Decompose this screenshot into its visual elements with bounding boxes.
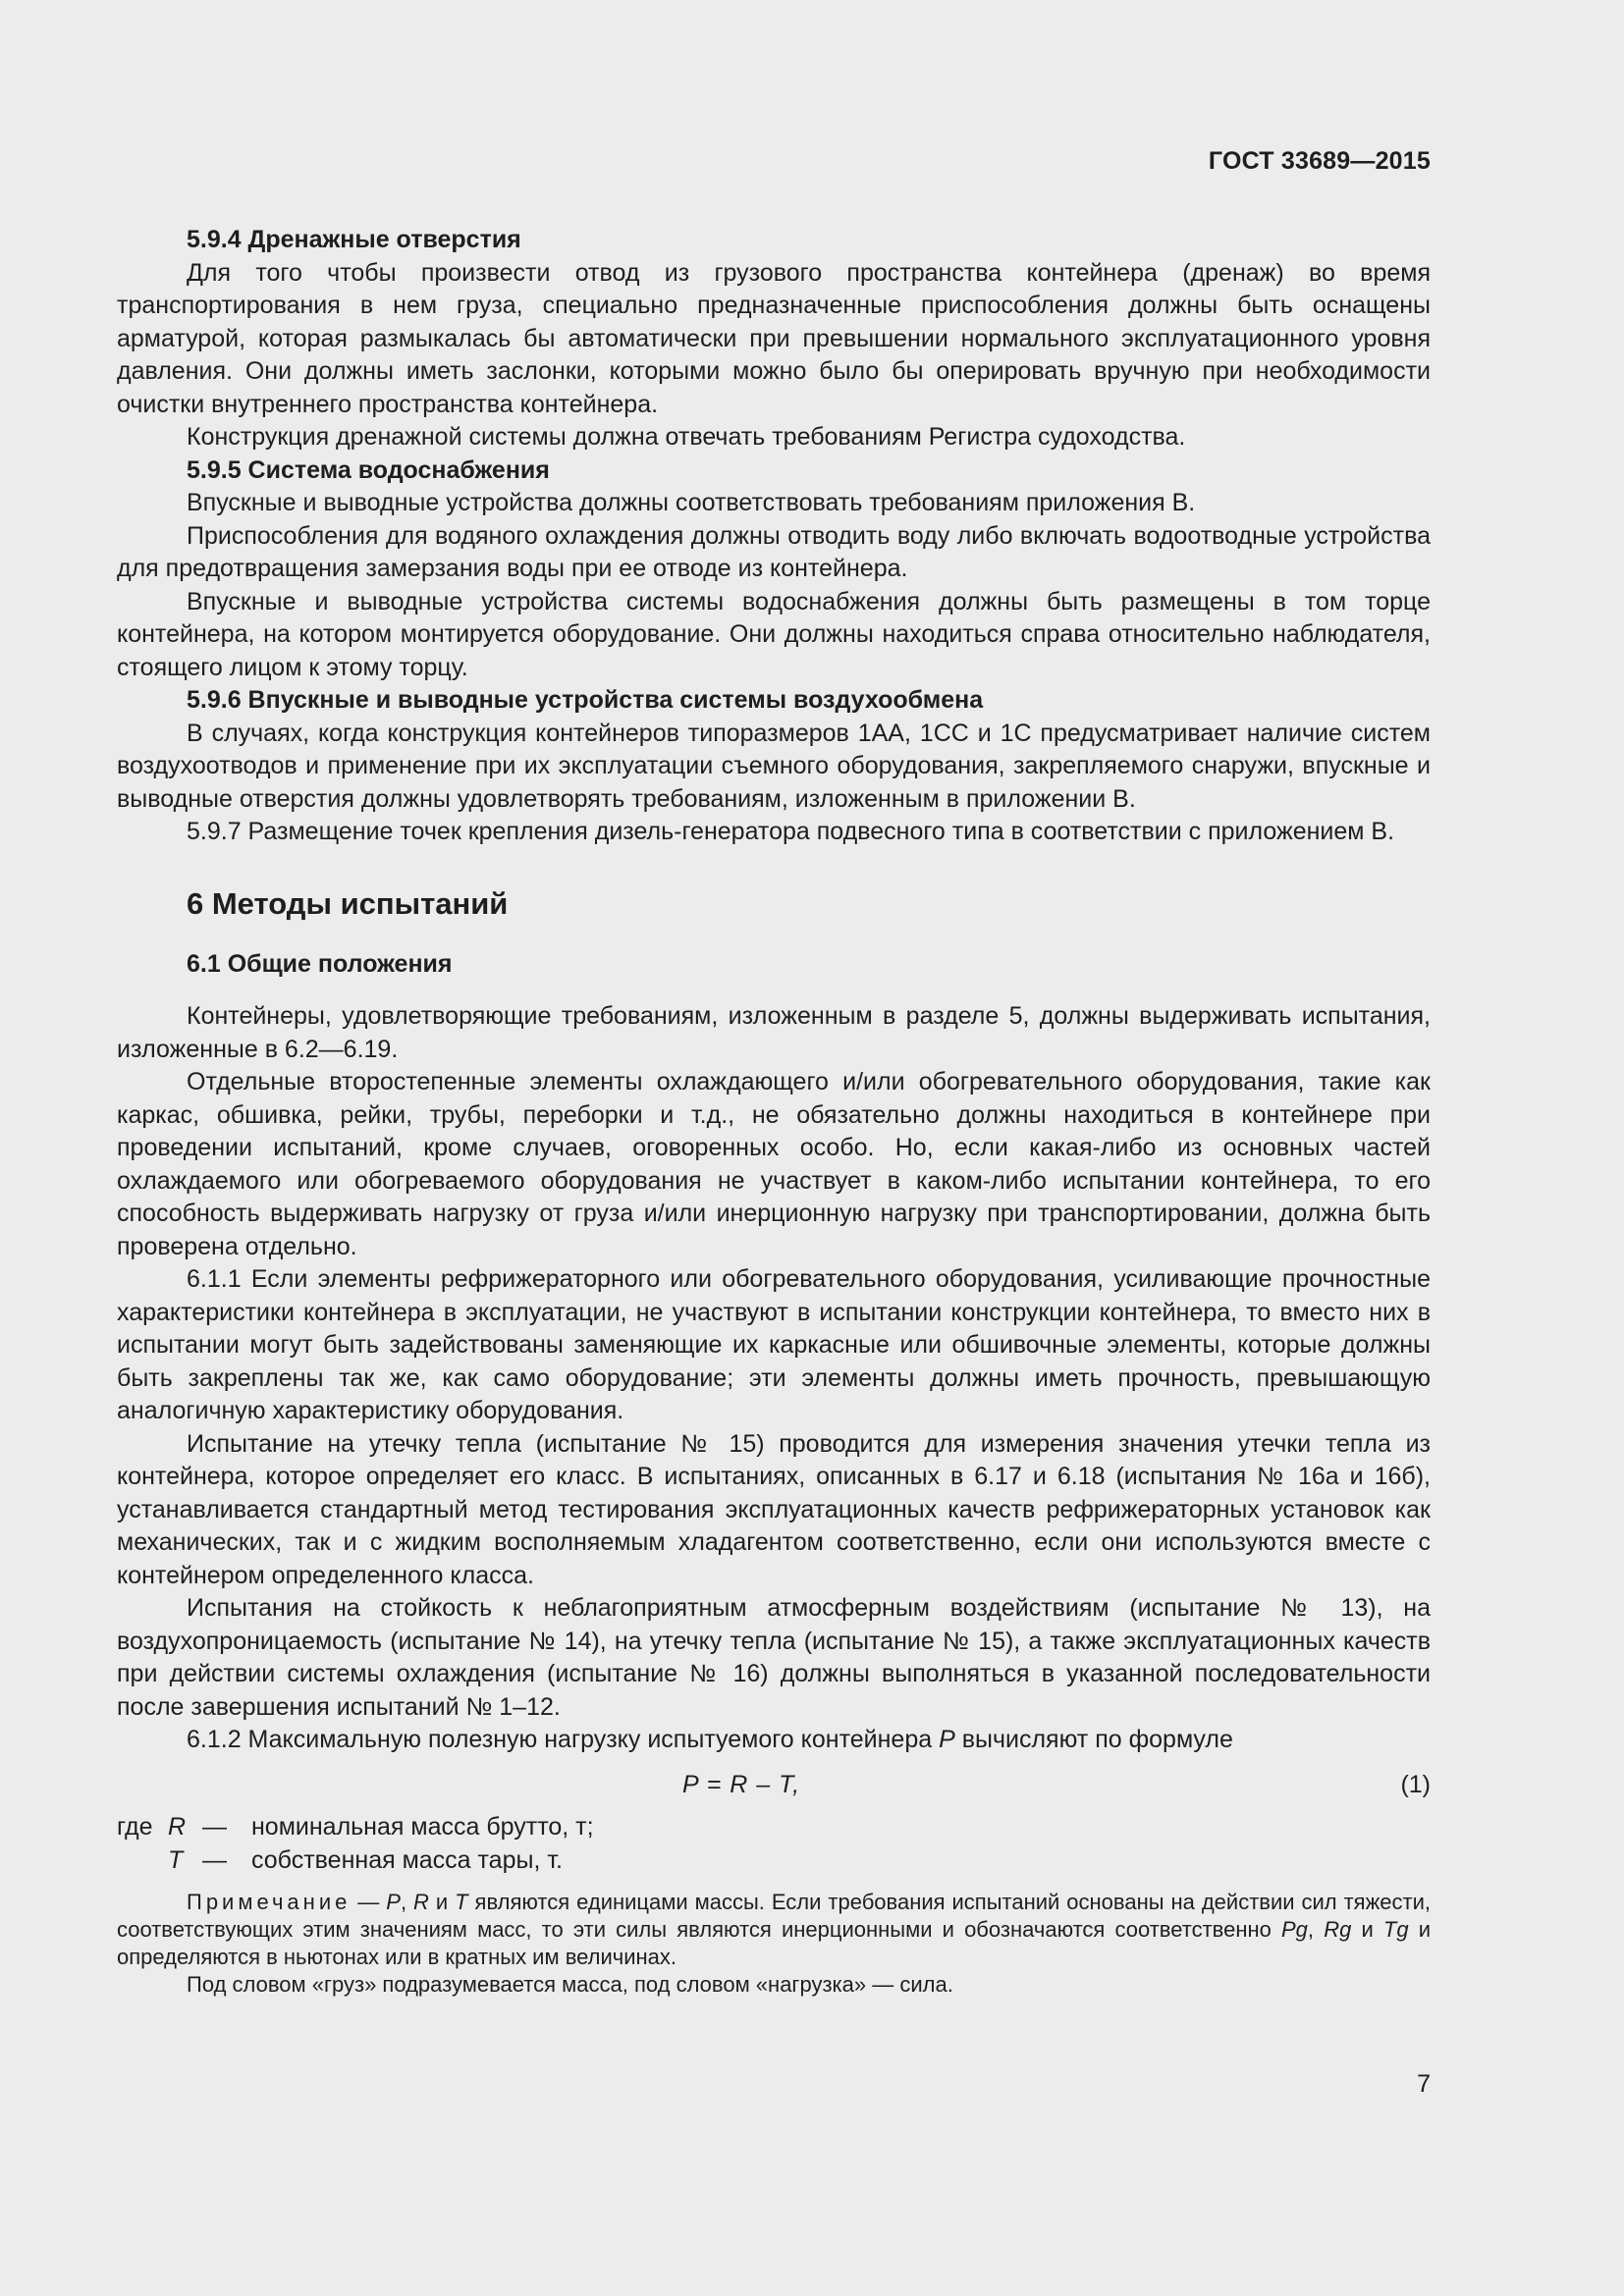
section-5-9-5-paragraph-3: Впускные и выводные устройства системы водоснабжения должны быть размещены в том торце контейнера, на котором монтируется оборудование. Они должны находиться справа относительно наблюдателя, стоящего лицом к этому торцу. <box>117 587 1431 681</box>
section-5-9-7-paragraph: 5.9.7 Размещение точек крепления дизель-генератора подвесного типа в соответствии с приложением В. <box>187 818 1395 845</box>
formula-expression: P = R – T, <box>682 1770 801 1798</box>
section-5-9-5-title: 5.9.5 Система водоснабжения <box>187 455 550 484</box>
legend-symbol: T <box>168 1845 184 1874</box>
note-text: являются единицами массы. Если требования испытаний основаны на действии сил тяжести, соответствующих этим значениям масс, то эти силы являются инерционными и обозначаются соответственно <box>117 1890 1432 1942</box>
section-6-1-2-paragraph <box>117 1724 1431 1757</box>
note-symbol-pg: Pg <box>1281 1917 1308 1942</box>
formula-1 <box>117 1769 1431 1802</box>
section-5-9-5-paragraph-2: Приспособления для водяного охлаждения должны отводить воду либо включать водоотводные устройства для предотвращения замерзания воды при ее отводе из контейнера. <box>117 521 1431 582</box>
section-6-1-paragraph-1: Контейнеры, удовлетворяющие требованиям, изложенным в разделе 5, должны выдерживать испытания, изложенные в 6.2—6.19. <box>117 1002 1431 1063</box>
note-symbol-rg: Rg <box>1324 1917 1352 1942</box>
note-block <box>117 1889 1431 1999</box>
note-sep: , <box>400 1890 414 1914</box>
legend-where-word: где <box>117 1813 153 1841</box>
note-and: и <box>428 1890 456 1914</box>
paragraph-text: 6.1.2 Максимальную полезную нагрузку испытуемого контейнера <box>187 1726 940 1753</box>
note-symbol-r: R <box>413 1890 429 1914</box>
note-text: и определяются в ньютонах или в кратных им величинах. <box>117 1917 1432 1969</box>
page-content <box>117 224 1431 1999</box>
legend-text: номинальная масса брутто, т; <box>251 1813 594 1841</box>
section-5-9-6-title: 5.9.6 Впускные и выводные устройства системы воздухообмена <box>187 686 984 714</box>
section-6-1-paragraph-heat-leak: Испытание на утечку тепла (испытание № 15) проводится для измерения значения утечки тепла из контейнера, которое определяет его класс. В испытаниях, описанных в 6.17 и 6.18 (испытания № 16а и 16б), устанавливается стандартный метод тестирования эксплуатационных качеств рефрижераторных установок как механических, так и с жидким восполняемым хладагентом соответственно, если они используются вместе с контейнером определенного класса. <box>117 1429 1431 1589</box>
note-paragraph-1 <box>117 1889 1431 1971</box>
legend-dash: — <box>202 1845 227 1874</box>
section-6-1-title: 6.1 Общие положения <box>187 949 453 978</box>
section-6-title: 6 Методы испытаний <box>187 885 509 921</box>
formula-legend <box>117 1811 1431 1877</box>
note-symbol-p: P <box>386 1890 401 1914</box>
section-5-9-6-paragraph-1: В случаях, когда конструкция контейнеров типоразмеров 1АА, 1СС и 1С предусматривает наличие систем воздухоотводов и применение при их эксплуатации съемного оборудования, закрепляемого снаружи, впускные и выводные отверстия должны удовлетворять требованиям, изложенным в приложении В. <box>117 719 1431 813</box>
formula-number: (1) <box>1400 1770 1431 1798</box>
section-5-9-5-paragraph-1: Впускные и выводные устройства должны соответствовать требованиям приложения В. <box>187 489 1196 516</box>
note-label: Примечание <box>187 1890 352 1914</box>
section-5-9-4-paragraph-2: Конструкция дренажной системы должна отвечать требованиям Регистра судоходства. <box>187 423 1186 451</box>
standard-header: ГОСТ 33689—2015 <box>1208 147 1431 175</box>
note-dash: — <box>351 1890 387 1914</box>
note-sep: , <box>1307 1917 1325 1942</box>
legend-row <box>117 1844 1431 1878</box>
note-and: и <box>1351 1917 1383 1942</box>
legend-dash: — <box>202 1813 227 1841</box>
legend-row <box>117 1811 1431 1844</box>
note-symbol-tg: Tg <box>1382 1917 1409 1942</box>
section-5-9-4-paragraph-1: Для того чтобы произвести отвод из грузового пространства контейнера (дренаж) во время транспортирования в нем груза, специально предназначенные приспособления должны быть оснащены арматурой, которая размыкалась бы автоматически при превышении нормального эксплуатационного уровня давления. Они должны иметь заслонки, которыми можно было бы оперировать вручную при необходимости очистки внутреннего пространства контейнера. <box>117 258 1431 418</box>
legend-text: собственная масса тары, т. <box>251 1845 563 1874</box>
legend-symbol: R <box>168 1813 187 1841</box>
section-5-9-4-title: 5.9.4 Дренажные отверстия <box>187 226 521 253</box>
paragraph-text-tail: вычисляют по формуле <box>954 1726 1233 1753</box>
page-number: 7 <box>1417 2070 1431 2098</box>
section-6-1-1-paragraph: 6.1.1 Если элементы рефрижераторного или обогревательного оборудования, усиливающие прочностные характеристики контейнера в эксплуатации, не участвуют в испытании конструкции контейнера, то вместо них в испытании могут быть задействованы заменяющие их каркасные или обшивочные элементы, которые должны быть закреплены так же, как само оборудование; эти элементы должны иметь прочность, превышающую аналогичную характеристику оборудования. <box>117 1265 1431 1424</box>
section-6-1-paragraph-sequence: Испытания на стойкость к неблагоприятным атмосферным воздействиям (испытание № 13), на воздухопроницаемость (испытание № 14), на утечку тепла (испытание № 15), а также эксплуатационных качеств при действии системы охлаждения (испытание № 16) должны выполняться в указанной последовательности после завершения испытаний № 1–12. <box>117 1594 1431 1721</box>
note-paragraph-2: Под словом «груз» подразумевается масса, под словом «нагрузка» — сила. <box>187 1972 953 1997</box>
symbol-p: P <box>939 1726 955 1753</box>
note-symbol-t: T <box>455 1890 468 1914</box>
section-6-1-paragraph-2: Отдельные второстепенные элементы охлаждающего и/или обогревательного оборудования, такие как каркас, обшивка, рейки, трубы, переборки и т.д., не обязательно должны находиться в контейнере при проведении испытаний, кроме случаев, оговоренных особо. Но, если какая-либо из основных частей охлаждаемого или обогреваемого оборудования не участвует в каком-либо испытании контейнера, то его способность выдерживать нагрузку от груза и/или инерционную нагрузку при транспортировании, должна быть проверена отдельно. <box>117 1068 1431 1260</box>
